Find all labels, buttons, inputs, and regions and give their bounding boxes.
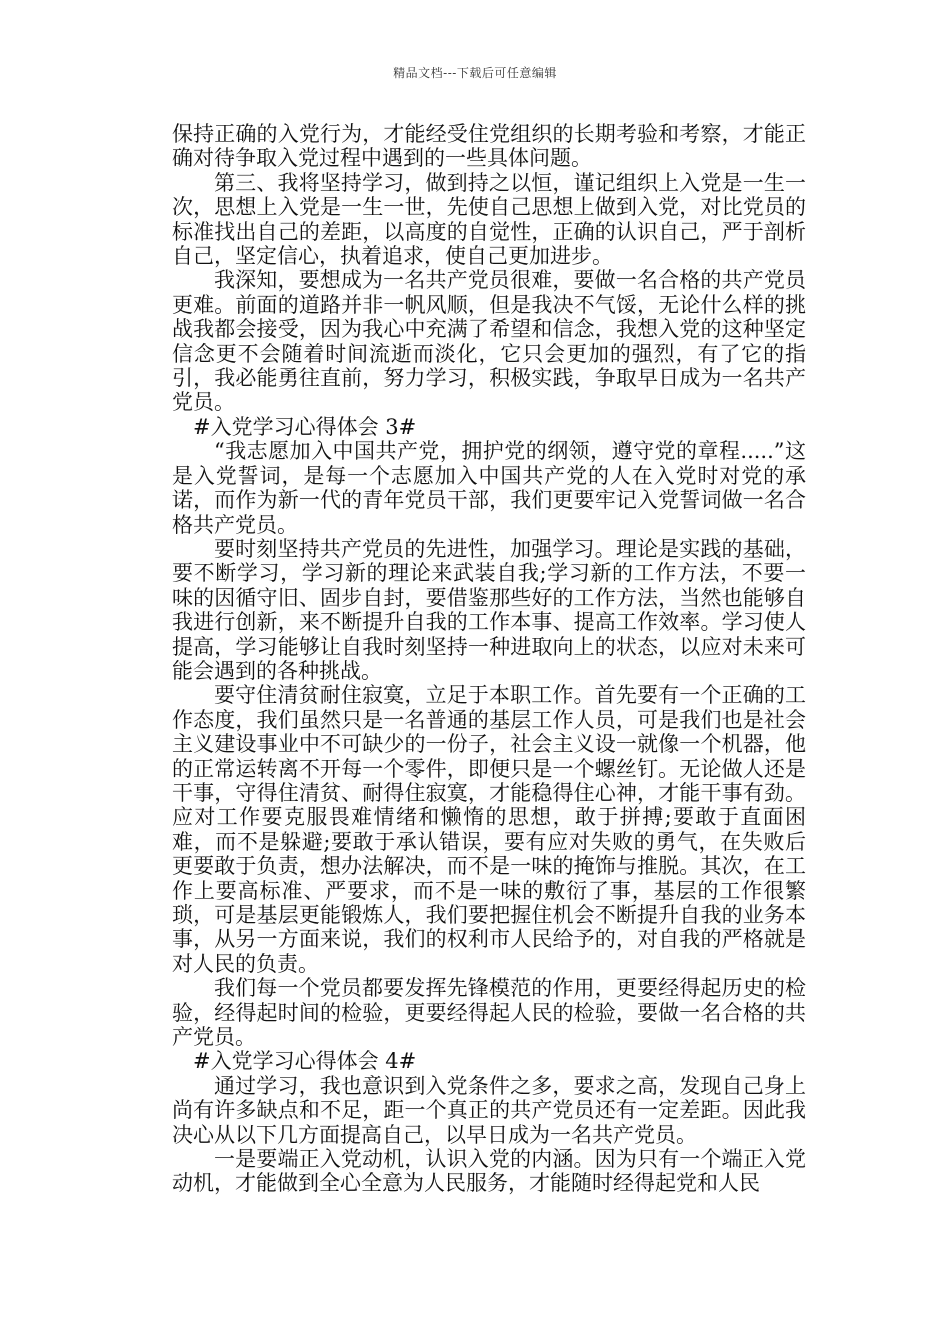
- section-heading: #入党学习心得体会 4#: [193, 1049, 417, 1074]
- paragraph: 我们每一个党员都要发挥先锋模范的作用，更要经得起历史的检验，经得起时间的检验，更要经得起人民的检验，要做一名合格的共产党员。: [172, 976, 806, 1050]
- paragraph: 保持正确的入党行为，才能经受住党组织的长期考验和考察，才能正确对待争取入党过程中遇到的一些具体问题。: [172, 122, 806, 171]
- paragraph: 要守住清贫耐住寂寞，立足于本职工作。首先要有一个正确的工作态度，我们虽然只是一名普通的基层工作人员，可是我们也是社会主义建设事业中不可缺少的一份子，社会主义设一就像一个机器，他的正常运转离不开每一个零件，即便只是一个螺丝钉。无论做人还是干事，守得住清贫、耐得住寂寞，才能稳得住心神，才能干事有劲。应对工作要克服畏难情绪和懒惰的思想，敢于拼搏;要敢于直面困难，而不是躲避;要敢于承认错误，要有应对失败的勇气，在失败后更要敢于负责，想办法解决，而不是一味的掩饰与推脱。其次，在工作上要高标准、严要求，而不是一味的敷衍了事，基层的工作很繁琐，可是基层更能锻炼人，我们要把握住机会不断提升自我的业务本事，从另一方面来说，我们的权利市人民给予的，对自我的严格就是对人民的负责。: [172, 683, 806, 976]
- paragraph: 一是要端正入党动机，认识入党的内涵。因为只有一个端正入党动机，才能做到全心全意为人民服务，才能随时经得起党和人民: [172, 1147, 806, 1196]
- paragraph: “我志愿加入中国共产党，拥护党的纲领，遵守党的章程.....”这是入党誓词，是每一个志愿加入中国共产党的人在入党时对党的承诺，而作为新一代的青年党员干部，我们更要牢记入党誓词做一名合格共产党员。: [172, 439, 806, 537]
- document-body: [172, 122, 806, 1196]
- paragraph: 我深知，要想成为一名共产党员很难，要做一名合格的共产党员更难。前面的道路并非一帆风顺，但是我决不气馁，无论什么样的挑战我都会接受，因为我心中充满了希望和信念，我想入党的这种坚定信念更不会随着时间流逝而淡化，它只会更加的强烈，有了它的指引，我必能勇往直前，努力学习，积极实践，争取早日成为一名共产党员。: [172, 268, 806, 415]
- paragraph: 通过学习，我也意识到入党条件之多，要求之高，发现自己身上尚有许多缺点和不足，距一个真正的共产党员还有一定差距。因此我决心从以下几方面提高自己，以早日成为一名共产党员。: [172, 1073, 806, 1147]
- paragraph: 要时刻坚持共产党员的先进性，加强学习。理论是实践的基础，要不断学习，学习新的理论来武装自我;学习新的工作方法，不要一味的因循守旧、固步自封，要借鉴那些好的工作方法，当然也能够自我进行创新，来不断提升自我的工作本事、提高工作效率。学习使人提高，学习能够让自我时刻坚持一种进取向上的状态，以应对未来可能会遇到的各种挑战。: [172, 536, 806, 683]
- section-heading: #入党学习心得体会 3#: [193, 414, 417, 439]
- page-header: 精品文档---下载后可任意编辑: [393, 66, 557, 80]
- paragraph: 第三、我将坚持学习，做到持之以恒，谨记组织上入党是一生一次，思想上入党是一生一世，先使自己思想上做到入党，对比党员的标准找出自己的差距，以高度的自觉性，正确的认识自己，严于剖析自己，坚定信心，执着追求，使自己更加进步。: [172, 170, 806, 269]
